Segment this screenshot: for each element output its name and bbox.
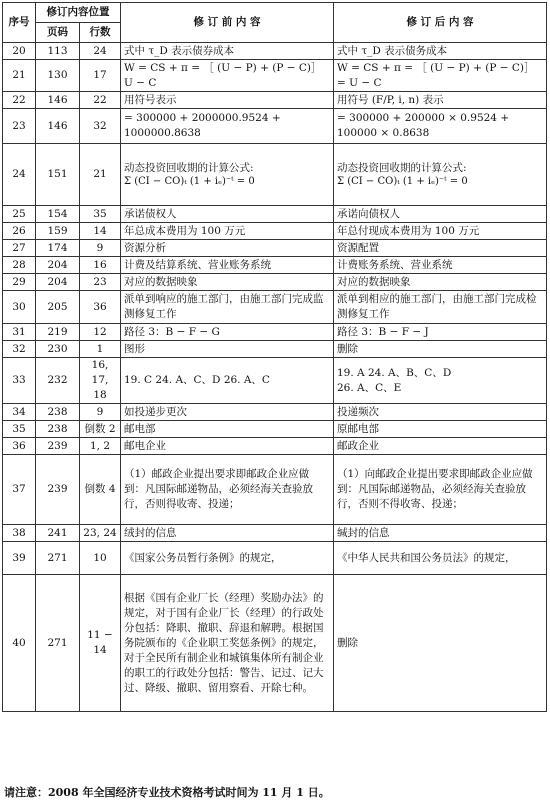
table-row — [3, 257, 547, 274]
row-before: 根据《国有企业厂长（经理）奖励办法》的规定，对于国有企业厂长（经理）的行政处分包括：降职、撤职、辞退和解聘。根据国务院颁布的《企业职工奖惩条例》的规定，对于全民所有制企业和城镇集体所有制企业的职工的行政处分包括：警告、记过、记大过、降级、撤职、留用察看、开除七种。 — [121, 575, 334, 712]
row-no: 39 — [3, 542, 36, 575]
row-page: 174 — [36, 240, 80, 257]
header-line: 行数 — [80, 23, 121, 43]
row-page: 219 — [36, 324, 80, 341]
row-before: 邮电部 — [121, 421, 334, 438]
row-before: 式中 τ_D 表示债券成本 — [121, 43, 334, 60]
row-after: W = CS + π = ［ (U − P) + (P − C)］ = U − C — [334, 60, 547, 92]
row-after: 动态投资回收期的计算公式: Σ (CI − CO)ₜ (1 + iₑ)⁻ᵗ = 0 — [334, 144, 547, 206]
row-line: 11 − 14 — [80, 575, 121, 712]
table-row — [3, 206, 547, 223]
table-row — [3, 525, 547, 542]
row-page: 271 — [36, 575, 80, 712]
row-no: 40 — [3, 575, 36, 712]
row-before: 派单到响应的施工部门，由施工部门完成监测修复工作 — [121, 291, 334, 324]
row-line: 12 — [80, 324, 121, 341]
table-row — [3, 223, 547, 240]
row-page: 146 — [36, 109, 80, 144]
row-no: 20 — [3, 43, 36, 60]
row-page: 146 — [36, 92, 80, 109]
row-line: 倒数 4 — [80, 455, 121, 525]
row-line: 35 — [80, 206, 121, 223]
row-after: 对应的数据映象 — [334, 274, 547, 291]
row-after: 19. A 24. A、B、C、D 26. A、C、E — [334, 358, 547, 404]
row-after: = 300000 + 200000 × 0.9524 + 100000 × 0.8638 — [334, 109, 547, 144]
row-before: 如投递步更次 — [121, 404, 334, 421]
row-line: 16, 17, 18 — [80, 358, 121, 404]
row-line: 16 — [80, 257, 121, 274]
table-row — [3, 92, 547, 109]
row-line: 10 — [80, 542, 121, 575]
table-row — [3, 60, 547, 92]
row-before: 资源分析 — [121, 240, 334, 257]
row-line: 1, 2 — [80, 438, 121, 455]
row-no: 33 — [3, 358, 36, 404]
table-row — [3, 341, 547, 358]
row-after: 计费账务系统、营业系统 — [334, 257, 547, 274]
row-before: 路径 3：B − F − G — [121, 324, 334, 341]
row-before: （1）邮政企业提出要求即邮政企业应做到：凡国际邮递物品，必须经海关查验放行，否则得收寄、投递； — [121, 455, 334, 525]
row-before: 绒封的信息 — [121, 525, 334, 542]
header-before: 修 订 前 内 容 — [121, 3, 334, 43]
table-row — [3, 144, 547, 206]
table-row — [3, 542, 547, 575]
payback-formula: Σ (CI − CO)ₜ (1 + iₑ)⁻ᵗ = 0 — [124, 176, 255, 187]
row-no: 27 — [3, 240, 36, 257]
row-line: 23, 24 — [80, 525, 121, 542]
row-no: 22 — [3, 92, 36, 109]
row-after: 年总付现成本费用为 100 万元 — [334, 223, 547, 240]
row-page: 205 — [36, 291, 80, 324]
row-line: 23 — [80, 274, 121, 291]
row-no: 31 — [3, 324, 36, 341]
row-before: 邮电企业 — [121, 438, 334, 455]
row-page: 239 — [36, 438, 80, 455]
row-after: 删除 — [334, 341, 547, 358]
table-row — [3, 274, 547, 291]
table-row — [3, 43, 547, 60]
row-after: 派单到相应的施工部门，由施工部门完成检测修复工作 — [334, 291, 547, 324]
row-page: 241 — [36, 525, 80, 542]
row-page: 130 — [36, 60, 80, 92]
table-row — [3, 109, 547, 144]
row-after: 资源配置 — [334, 240, 547, 257]
row-no: 38 — [3, 525, 36, 542]
table-row — [3, 324, 547, 341]
row-before: 动态投资回收期的计算公式: Σ (CI − CO)ₜ (1 + iₑ)⁻ᵗ = 0 — [121, 144, 334, 206]
row-line: 24 — [80, 43, 121, 60]
table-row — [3, 240, 547, 257]
row-no: 29 — [3, 274, 36, 291]
row-line: 倒数 2 — [80, 421, 121, 438]
row-page: 271 — [36, 542, 80, 575]
row-page: 204 — [36, 257, 80, 274]
row-after: 承诺向债权人 — [334, 206, 547, 223]
row-page: 230 — [36, 341, 80, 358]
row-line: 21 — [80, 144, 121, 206]
row-no: 37 — [3, 455, 36, 525]
header-position: 修订内容位置 — [36, 3, 121, 23]
row-page: 204 — [36, 274, 80, 291]
row-no: 36 — [3, 438, 36, 455]
row-line: 22 — [80, 92, 121, 109]
row-before: 用符号表示 — [121, 92, 334, 109]
row-after: 《中华人民共和国公务员法》的规定， — [334, 542, 547, 575]
row-after: 式中 τ_D 表示债务成本 — [334, 43, 547, 60]
row-no: 26 — [3, 223, 36, 240]
row-before: 计费及结算系统、营业账务系统 — [121, 257, 334, 274]
row-before: W = CS + π = ［ (U − P) + (P − C)］ U − C — [121, 60, 334, 92]
table-row — [3, 455, 547, 525]
table-row — [3, 291, 547, 324]
row-before: = 300000 + 2000000.9524 + 1000000.8638 — [121, 109, 334, 144]
row-before: 19. C 24. A、C、D 26. A、C — [121, 358, 334, 404]
row-after: 投递频次 — [334, 404, 547, 421]
row-no: 28 — [3, 257, 36, 274]
exam-date-note: 请注意：2008 年全国经济专业技术资格考试时间为 11 月 1 日。 — [4, 786, 330, 799]
row-before: 承诺债权人 — [121, 206, 334, 223]
row-no: 35 — [3, 421, 36, 438]
row-before: 对应的数据映象 — [121, 274, 334, 291]
row-page: 159 — [36, 223, 80, 240]
row-page: 113 — [36, 43, 80, 60]
row-after: 路径 3：B − F − J — [334, 324, 547, 341]
payback-formula: Σ (CI − CO)ₜ (1 + iₑ)⁻ᵗ = 0 — [337, 176, 468, 187]
row-line: 36 — [80, 291, 121, 324]
errata-rows — [3, 43, 547, 712]
row-page: 238 — [36, 421, 80, 438]
row-after: 原邮电部 — [334, 421, 547, 438]
row-line: 17 — [80, 60, 121, 92]
row-page: 154 — [36, 206, 80, 223]
row-line: 32 — [80, 109, 121, 144]
table-row — [3, 438, 547, 455]
row-page: 232 — [36, 358, 80, 404]
row-no: 21 — [3, 60, 36, 92]
row-line: 9 — [80, 404, 121, 421]
row-page: 151 — [36, 144, 80, 206]
row-before: 图形 — [121, 341, 334, 358]
row-after: 邮政企业 — [334, 438, 547, 455]
row-after: 用符号 (F/P, i, n) 表示 — [334, 92, 547, 109]
row-page: 239 — [36, 455, 80, 525]
row-no: 30 — [3, 291, 36, 324]
table-row — [3, 421, 547, 438]
row-no: 23 — [3, 109, 36, 144]
table-row — [3, 404, 547, 421]
row-line: 1 — [80, 341, 121, 358]
row-no: 24 — [3, 144, 36, 206]
table-row — [3, 358, 547, 404]
row-page: 238 — [36, 404, 80, 421]
row-after: （1）向邮政企业提出要求即邮政企业应做到：凡国际邮递物品，必须经海关查验放行，否则不得收寄、投递； — [334, 455, 547, 525]
row-line: 14 — [80, 223, 121, 240]
errata-table — [2, 2, 547, 712]
row-no: 34 — [3, 404, 36, 421]
row-after: 删除 — [334, 575, 547, 712]
header-after: 修 订 后 内 容 — [334, 3, 547, 43]
row-after: 缄封的信息 — [334, 525, 547, 542]
row-before: 年总成本费用为 100 万元 — [121, 223, 334, 240]
row-before: 《国家公务员暂行条例》的规定， — [121, 542, 334, 575]
row-no: 25 — [3, 206, 36, 223]
table-row — [3, 575, 547, 712]
header-page: 页码 — [36, 23, 80, 43]
row-no: 32 — [3, 341, 36, 358]
row-line: 9 — [80, 240, 121, 257]
header-no: 序号 — [3, 3, 36, 43]
